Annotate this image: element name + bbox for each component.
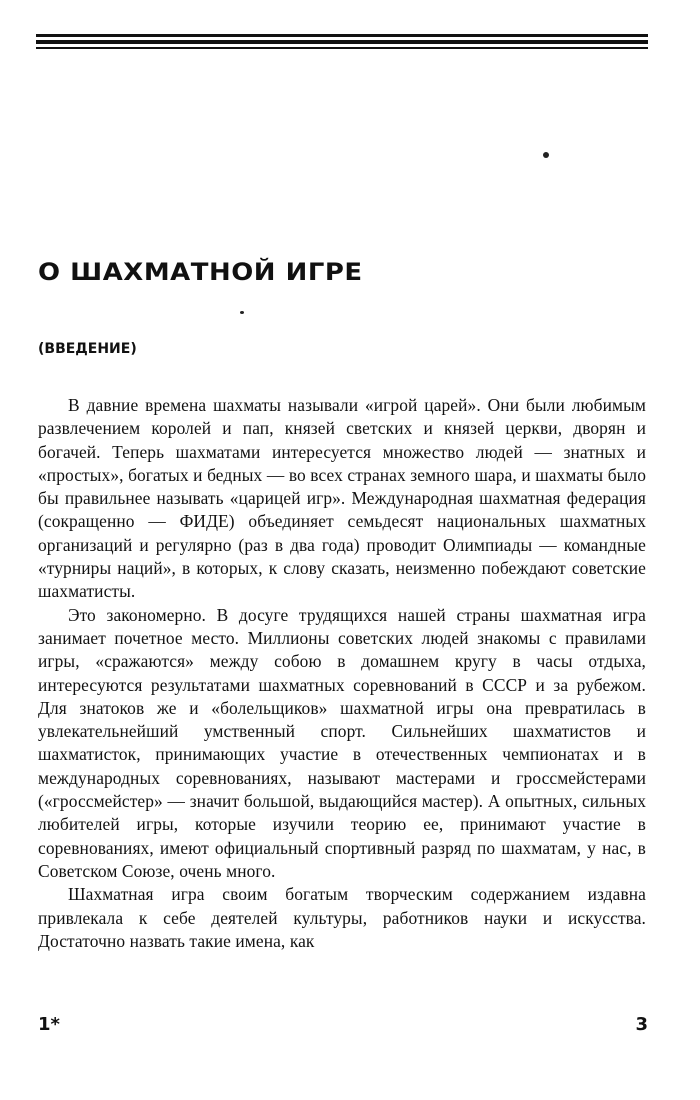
paragraph: Это закономерно. В досуге трудящихся нашей страны шахматная игра занимает почетное место. Миллионы советских людей знакомы с правилами игры, «сражаются» между собою в домашнем кругу в часы отдыха, интересуются результатами шахматных соревнований в СССР и за рубежом. Для знатоков же и «болельщиков» шахматной игры она превратилась в увлекательнейший умственный спорт. Сильнейших шахматистов и шахматисток, принимающих участие в отечественных чемпионатах и в международных соревнованиях, называют мастерами и гроссмейстерами («гроссмейстер» — значит большой, выдающийся мастер). А опытных, сильных любителей игры, которые изучили теорию ее, принимают участие в соревнованиях, имеют официальный спортивный разряд по шахматам, у нас, в Советском Союзе, очень много. — [38, 604, 646, 881]
paragraph: Шахматная игра своим богатым творческим содержанием издавна привлекала к себе деятелей культуры, работников науки и искусства. Достаточно назвать такие имена, как — [38, 884, 646, 951]
printer-signature-mark: 1* — [38, 1014, 60, 1035]
header-rule-top — [36, 34, 648, 37]
body-text — [38, 394, 646, 953]
header-rule-bottom — [36, 47, 648, 49]
print-speck — [543, 152, 549, 158]
page-number: 3 — [635, 1014, 648, 1035]
paragraph: В давние времена шахматы называли «игрой царей». Они были любимым развлечением королей и пап, князей светских и князей церкви, дворян и богачей. Теперь шахматами интересуется множество людей — знатных и «простых», богатых и бедных — во всех странах земного шара, и шахматы было бы правильнее называть «царицей игр». Международная шахматная федерация (сокращенно — ФИДЕ) объединяет семьдесят национальных шахматных организаций и регулярно (раз в два года) проводит Олимпиады — командные «турниры наций», в которых, к слову сказать, неизменно побеждают советские шахматисты. — [38, 395, 646, 602]
header-rule-middle — [36, 40, 648, 44]
chapter-subtitle: (ВВЕДЕНИЕ) — [38, 341, 137, 357]
print-speck — [240, 311, 244, 314]
chapter-title: О ШАХМАТНОЙ ИГРЕ — [38, 258, 363, 286]
